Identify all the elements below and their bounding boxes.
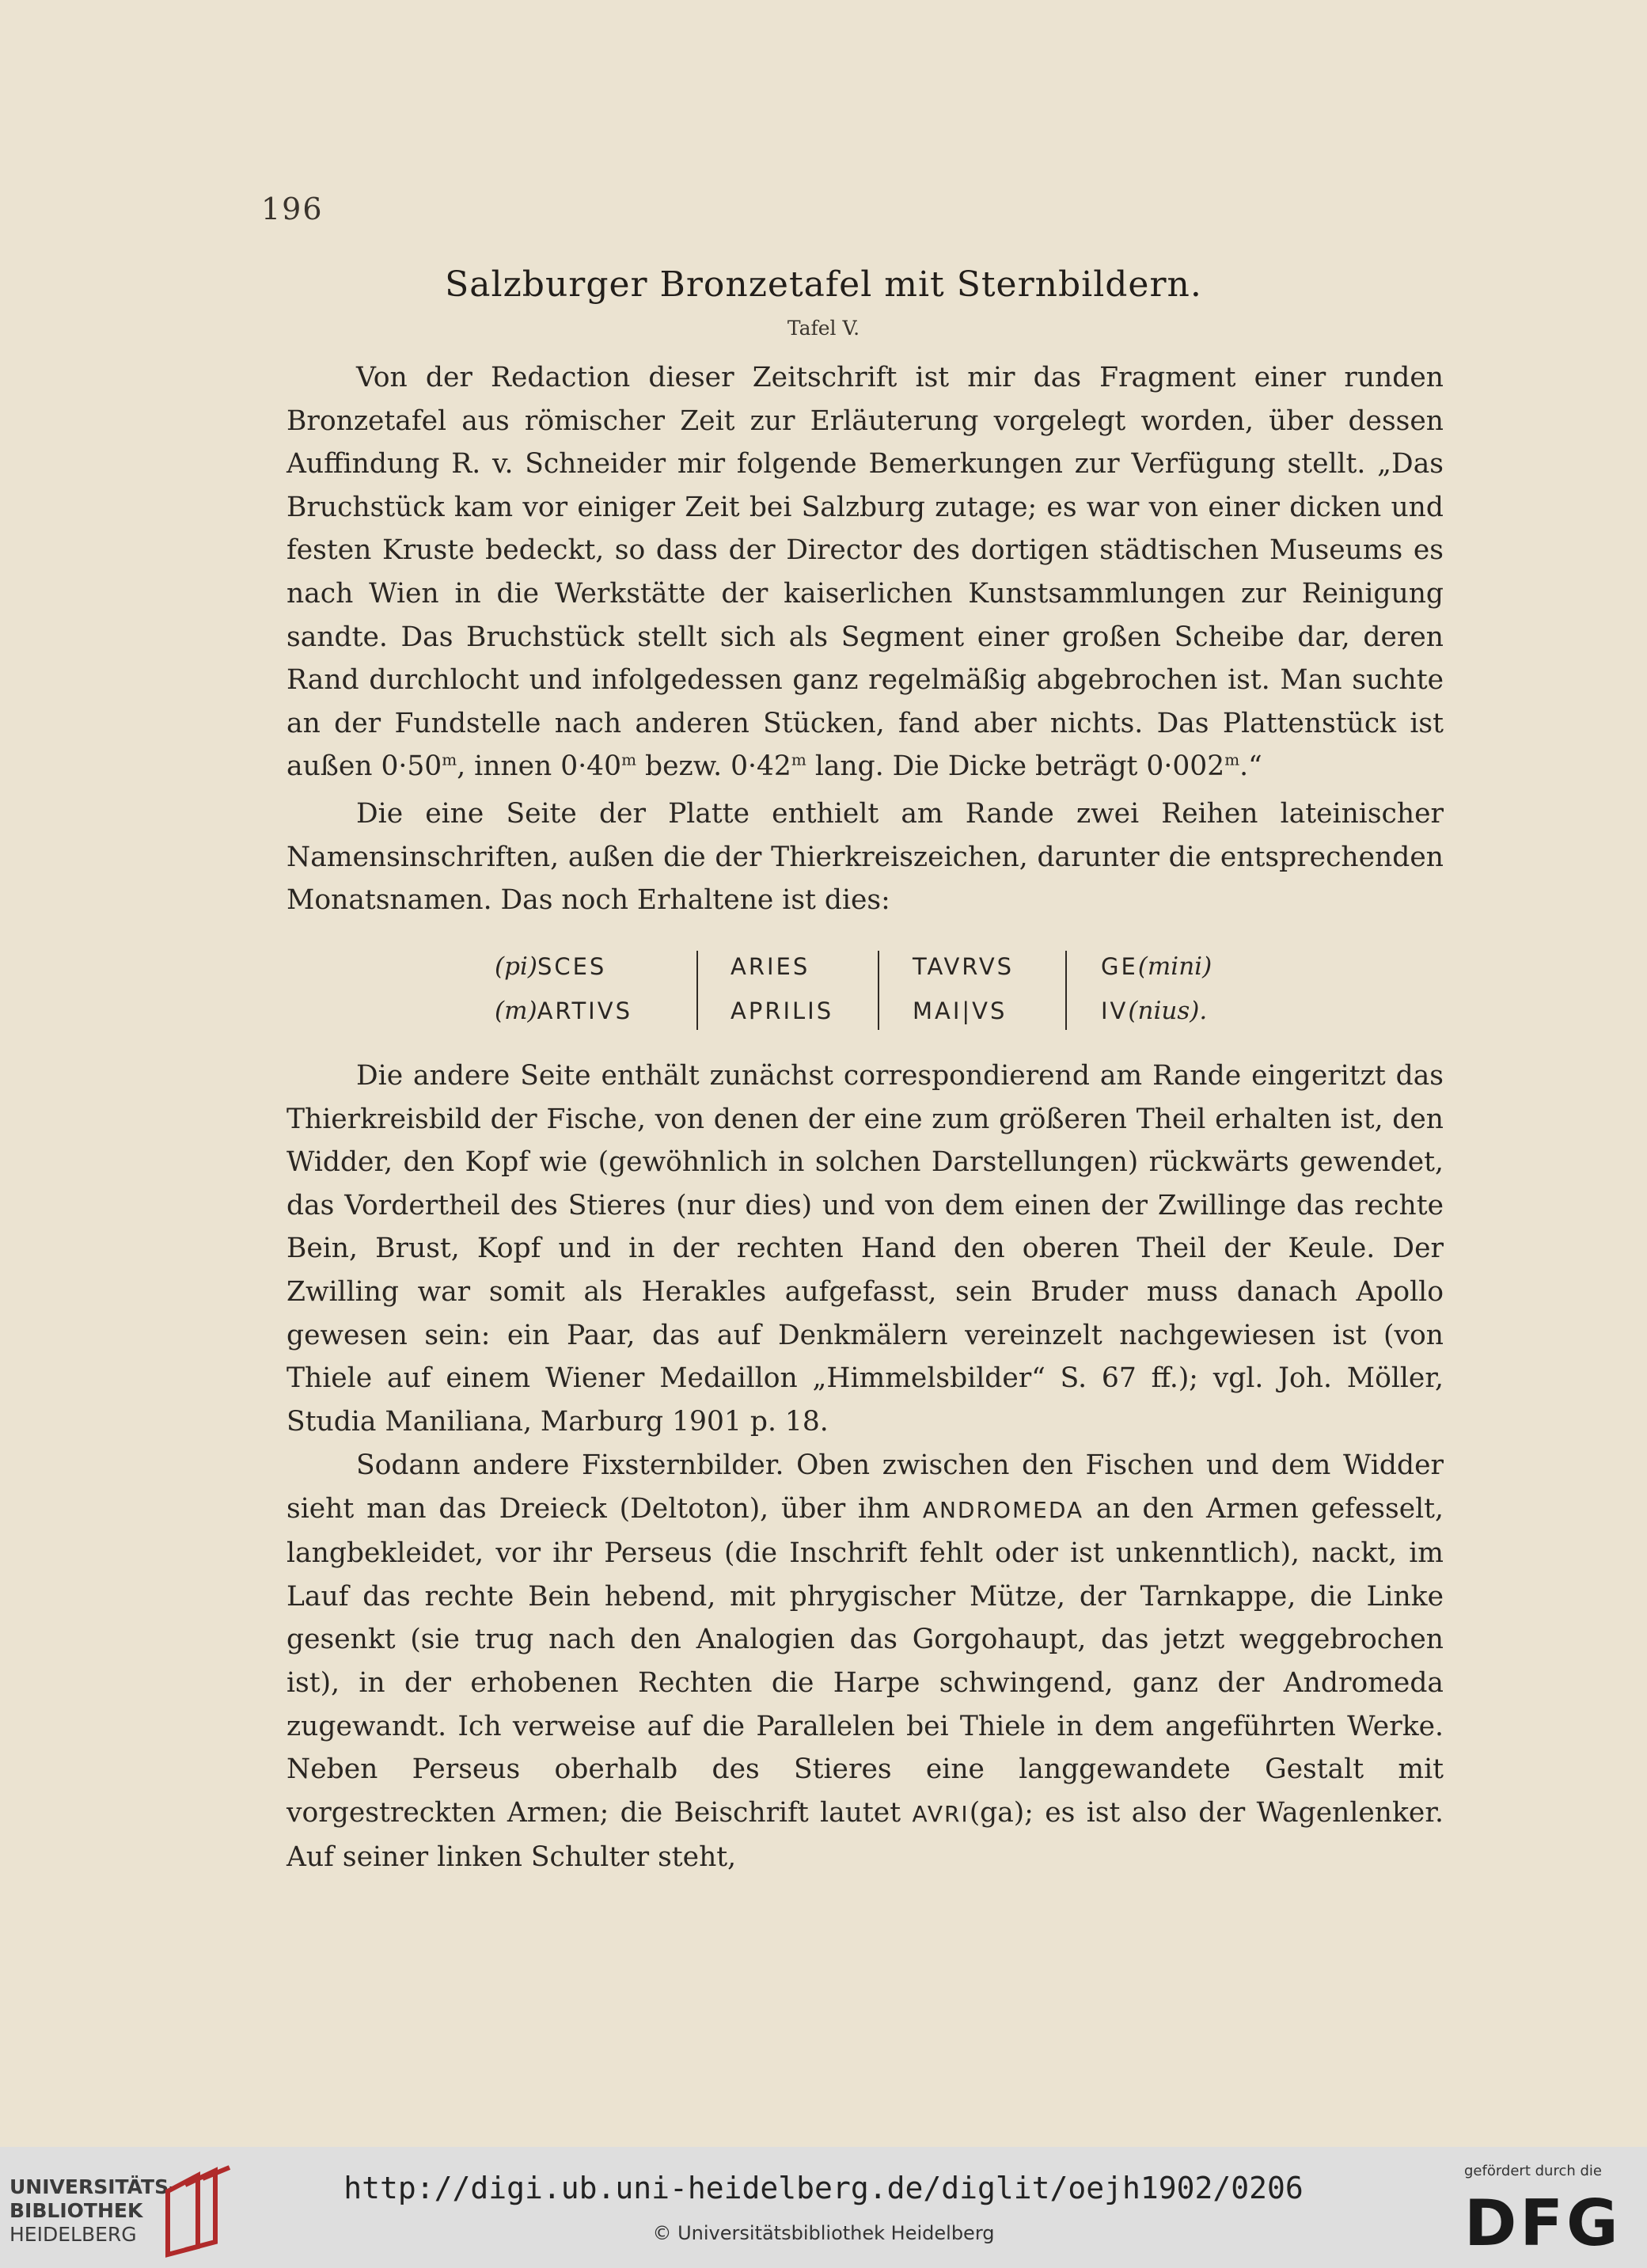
paragraph-1-text: Von der Redaction dieser Zeitschrift ist mir das Fragment einer runden Bronzetafel aus römischer Zeit zur Erläuterung vorgelegt worden, über dessen Auffindung R. v. Schneider mir folgende Bemerkungen zur Verfügung stellt. „Das Bruchstück kam vor einiger Zeit bei Salzburg zutage; es war von einer dicken und festen Kruste bedeckt, so dass der Director des dortigen städtischen Museums es nach Wien in die Werkstätte der kaiserlichen Kunstsammlungen zur Reinigung sandte. Das Bruchstück stellt sich als Segment einer großen Scheibe dar, deren Rand durchlocht und infolgedessen ganz regelmäßig abgebrochen ist. Man suchte an der Fundstelle nach anderen Stücken, fand aber nichts. Das Plattenstück ist außen <box>287 362 1444 783</box>
inscription-table <box>487 944 1247 1033</box>
inscription-text: ARTIVS <box>537 997 632 1024</box>
paragraph-3-text: Die andere Seite enthält zunächst correspondierend am Rande eingeritzt das Thierkreisbild der Fische, von denen der eine zum größeren Theil erhalten ist, den Widder, den Kopf wie (gewöhnlich in solchen Darstellungen) rückwärts gewendet, das Vordertheil des Stieres (nur dies) und von dem einen der Zwillinge das rechte Bein, Brust, Kopf und in der rechten Hand den oberen Theil der Keule. Der Zwilling war somit als Herakles aufgefasst, sein Bruder muss danach Apollo gewesen sein: ein Paar, das auf Denkmälern vereinzelt nachgewiesen ist (von Thiele auf einem Wiener Medaillon „Himmelsbilder“ S. 67 ff.); vgl. Joh. Möller, Studia Maniliana, Marburg 1901 p. 18. <box>287 1060 1444 1438</box>
inscription-text: ARIES <box>731 953 810 980</box>
unit-sup: m <box>442 750 457 769</box>
logo-line: UNIVERSITÄTS- <box>9 2175 177 2198</box>
restored-text: (mini) <box>1137 952 1212 981</box>
paragraph-2-text: Die eine Seite der Platte enthielt am Rande zwei Reihen lateinischer Namensinschriften, außen die der Thierkreiszeichen, darunter die entsprechenden Monatsnamen. Das noch Erhaltene ist dies: <box>287 798 1444 917</box>
funder-label: gefördert durch die <box>1464 2163 1602 2179</box>
inscription-text: TAVRVS <box>913 953 1015 980</box>
paragraph-4-text: (ga); es ist also der Wagenlenker. Auf seiner linken Schulter steht, <box>287 1796 1444 1874</box>
dfg-logo <box>1464 2188 1622 2255</box>
dfg-logo-text: DFG <box>1464 2188 1622 2255</box>
measure-alt: 0·42 <box>731 750 791 783</box>
permalink-url[interactable]: http://digi.ub.uni-heidelberg.de/diglit/oejh1902/0206 <box>343 2171 1304 2205</box>
measure-connector: , innen <box>457 750 561 783</box>
copyright-notice: © Universitätsbibliothek Heidelberg <box>652 2222 995 2244</box>
inscription-text: MAI|VS <box>913 997 1008 1024</box>
viewer-footer <box>0 2147 1647 2268</box>
column-divider <box>696 951 698 1030</box>
paragraph-3 <box>287 1054 1444 1443</box>
measure-connector: bezw. <box>636 750 731 783</box>
inscription-col-aries <box>731 944 833 1033</box>
paragraph-4 <box>287 1444 1444 1879</box>
logo-line: BIBLIOTHEK <box>9 2199 143 2222</box>
inline-caps-avri: AVRI <box>912 1800 970 1827</box>
plate-reference: Tafel V. <box>787 317 860 340</box>
paragraph-1 <box>287 356 1444 788</box>
unit-sup: m <box>1224 750 1240 769</box>
measure-connector: lang. Die Dicke beträgt <box>806 750 1147 783</box>
inscription-col-gemini <box>1101 944 1212 1033</box>
column-divider <box>878 951 879 1030</box>
measure-thickness: 0·002 <box>1146 750 1225 783</box>
unit-sup: m <box>791 750 806 769</box>
inscription-text: APRILIS <box>731 997 834 1024</box>
measure-inner: 0·40 <box>560 750 622 783</box>
inline-caps-andromeda: ANDROMEDA <box>922 1496 1084 1523</box>
restored-text: (nius). <box>1128 997 1208 1025</box>
inscription-text: SCES <box>537 953 607 980</box>
page-number: 196 <box>261 192 324 226</box>
inscription-col-pisces <box>495 944 632 1033</box>
article-title: Salzburger Bronzetafel mit Sternbildern. <box>445 264 1202 305</box>
inscription-text: IV <box>1101 997 1129 1024</box>
paragraph-2 <box>287 792 1444 922</box>
inscription-col-taurus <box>913 944 1014 1033</box>
measure-connector: .“ <box>1239 750 1262 783</box>
measure-outer: 0·50 <box>381 750 442 783</box>
inscription-text: GE <box>1101 953 1138 980</box>
logo-line: HEIDELBERG <box>9 2223 137 2246</box>
restored-text: (m) <box>495 997 537 1025</box>
paragraph-4-text: an den Armen gefesselt, langbekleidet, vor ihr Perseus (die Inschrift fehlt oder ist unkenntlich), nackt, im Lauf das rechte Bein hebend, mit phrygischer Mütze, der Tarnkappe, die Linke gesenkt (sie trug nach den Analogien das Gorgohaupt, das jetzt weggebrochen ist), in der erhobenen Rechten die Harpe schwingend, ganz der Andromeda zugewandt. Ich verweise auf die Parallelen bei Thiele in dem angeführten Werke. Neben Perseus oberhalb des Stieres eine langgewandete Gestalt mit vorgestreckten Armen; die Beischrift lautet <box>287 1492 1444 1829</box>
unit-sup: m <box>621 750 637 769</box>
column-divider <box>1065 951 1067 1030</box>
restored-text: (pi) <box>495 952 537 981</box>
paragraph-4-text: Sodann andere Fixsternbilder. Oben zwischen den Fischen und dem Widder sieht man das Dreieck (Deltoton), über ihm <box>287 1449 1444 1525</box>
